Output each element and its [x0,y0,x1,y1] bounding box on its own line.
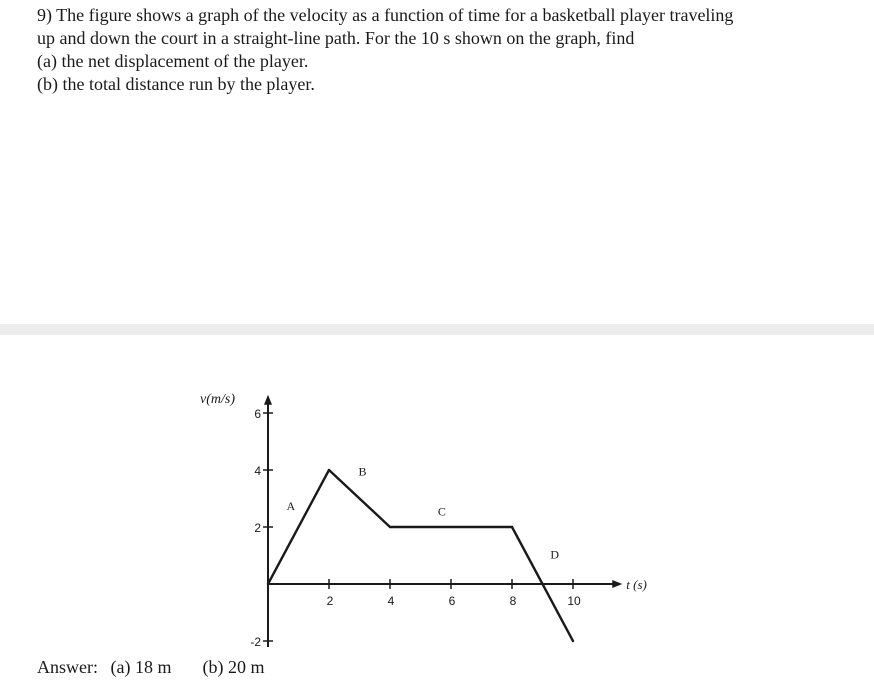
answer-part-a: (a) 18 m [110,657,172,677]
segment-label-a: A [286,498,296,513]
segment-label-c: C [437,504,446,519]
question-line-2: up and down the court in a straight-line path. For the 10 s shown on the graph, find [37,28,635,48]
x-tick-label: 4 [387,594,395,608]
answer-line [37,656,264,678]
x-axis-label: t (s) [626,577,647,592]
x-tick-label: 8 [509,594,517,608]
x-tick-label: 10 [567,594,581,608]
y-tick-label: 2 [254,521,261,535]
answer-part-b: (b) 20 m [202,657,265,677]
segment-label-b: B [358,464,367,479]
answer-label: Answer: [37,657,98,677]
velocity-line-segment [268,470,329,584]
y-axis-arrowhead [264,395,272,405]
y-axis-label: v(m/s) [200,391,235,407]
question-line-4: (b) the total distance run by the player. [37,74,315,94]
y-tick-label: 6 [254,407,261,421]
y-tick-label: 4 [254,464,261,478]
question-line-3: (a) the net displacement of the player. [37,51,309,71]
segment-label-d: D [550,547,560,562]
x-tick-label: 2 [326,594,334,608]
question-line-1: 9) The figure shows a graph of the velocity as a function of time for a basketball player traveling [37,5,734,25]
x-axis-arrowhead [612,580,622,588]
x-tick-label: 6 [448,594,456,608]
y-tick-label: -2 [250,635,261,649]
